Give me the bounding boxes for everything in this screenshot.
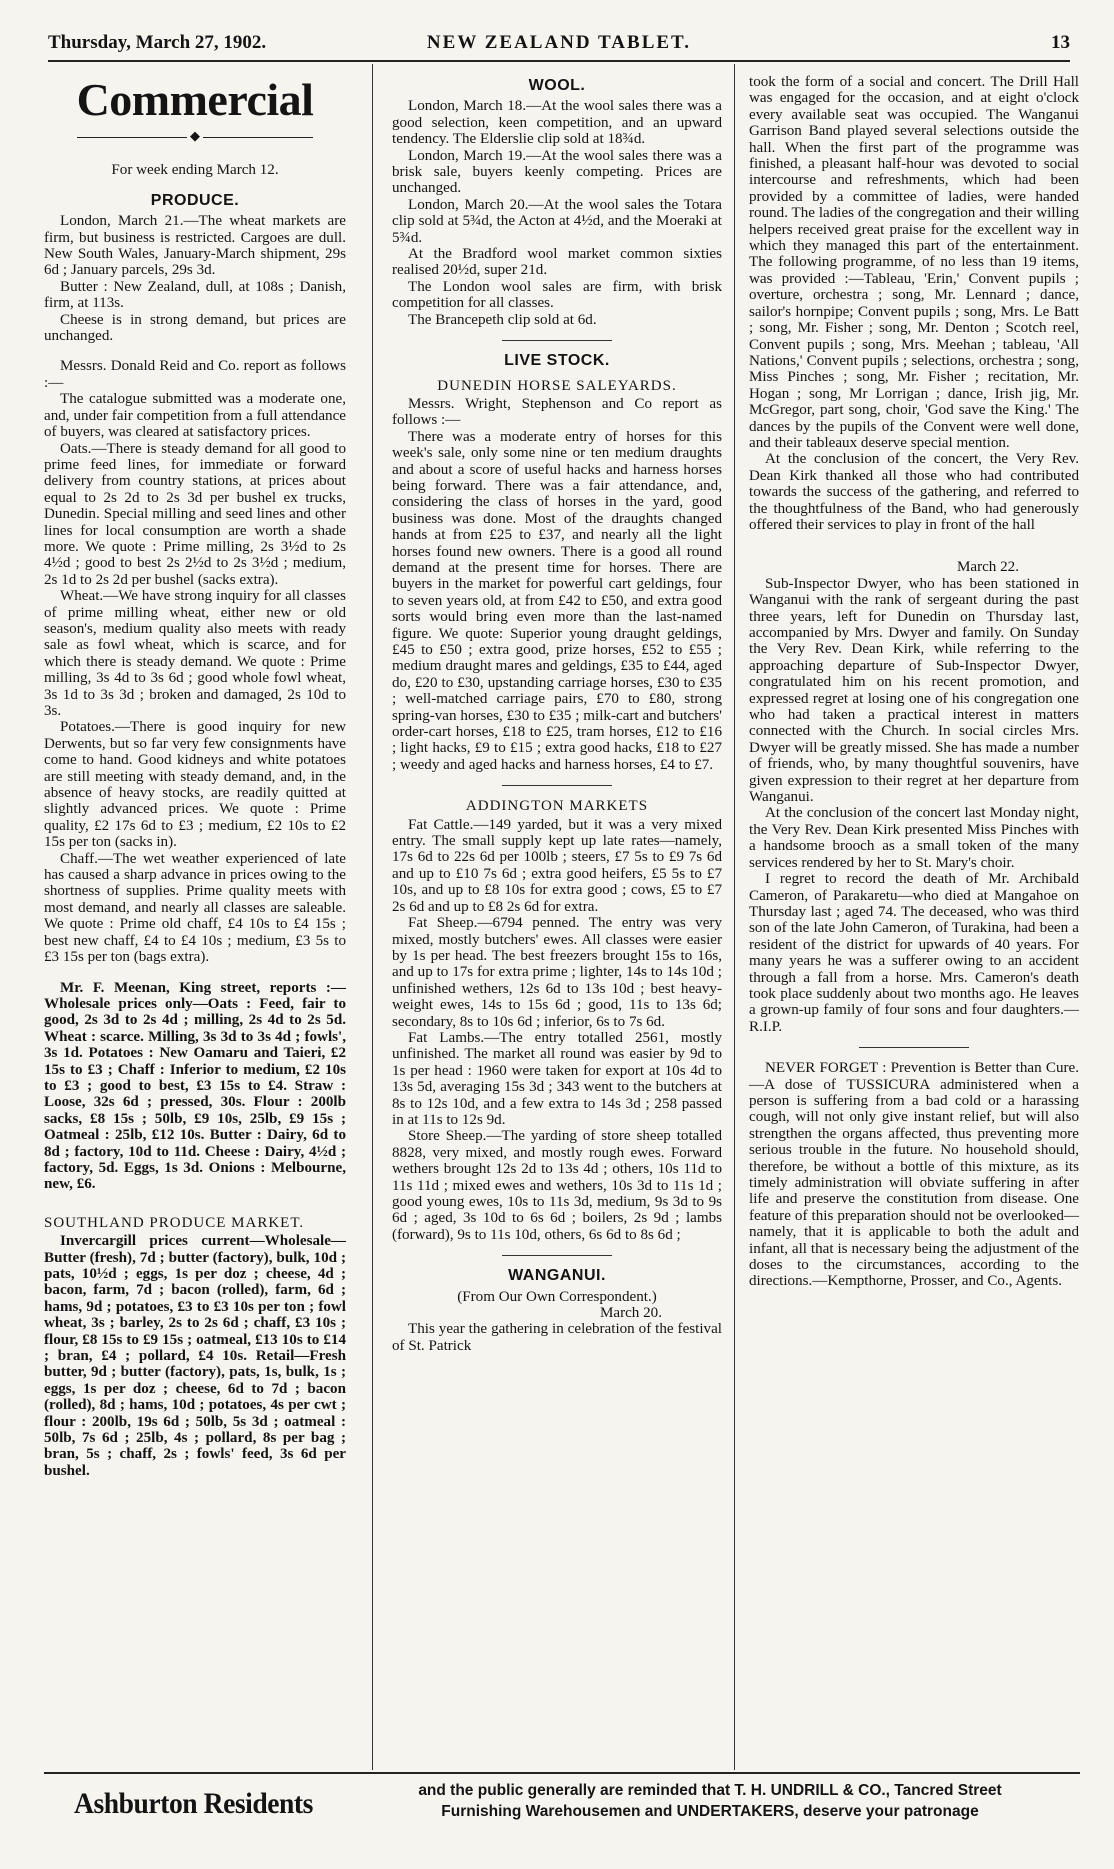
header-rule	[48, 60, 1070, 62]
issue-date: Thursday, March 27, 1902.	[48, 32, 267, 53]
correspondent-line: (From Our Own Correspondent.)	[457, 1288, 657, 1305]
footer-line-1: and the public generally are reminded that T. H. UNDRILL & CO., Tancred Street	[418, 1782, 1002, 1799]
article-paragraph: Fat Lambs.—The entry totalled 2561, mostly unfinished. The market all round was easier by 9d to 1s per head : 1960 were taken for export at 10s 4d to 13s 5d, averaging 15s 3d ; 343 went to the butchers at 8s to 12s 10d, and a few extra to 14s 3d ; 258 passed in at 11s to 12s 9d.	[392, 1029, 722, 1128]
produce-heading: PRODUCE.	[150, 191, 240, 209]
article-paragraph: Potatoes.—There is good inquiry for new Derwents, but so far very few consignments have come to hand. Good kidneys and white potatoes are still meeting with steady demand, and, in the absence of heavy stocks, are readily quitted at slightly advanced prices. We quote : Prime quality, £2 17s 6d to £3 ; medium, £2 10s to £2 15s per ton (sacks in).	[44, 719, 346, 851]
article-paragraph: The London wool sales are firm, with brisk competition for all classes.	[392, 278, 722, 312]
tussicura-advertisement: NEVER FORGET : Prevention is Better than Cure.—A dose of TUSSICURA administered when a person is suffering from a bad cold or a harassing cough, will not only give instant relief, but will also strengthen the organs affected, thus preventing more serious trouble in the future. No household should, therefore, be without a bottle of this mixture, as its timely administration will obviate suffering in after life and preserve the constitution from disease. One feature of this preparation should not be overlooked—namely, that it is applicable to both the adult and infant, all that is necessary being the adjustment of the doses to the circumstances, according to the directions.—Kempthorne, Prosser, and Co., Agents.	[749, 1060, 1079, 1290]
article-paragraph: Wheat.—We have strong inquiry for all classes of prime milling wheat, either new or old season's, medium quality also meets with ready sale as fowl wheat, which is scarce, and for which there is steady demand. We quote : Prime milling, 3s 4d to 3s 6d ; good whole fowl wheat, 3s 1d to 3s 3d ; broken and damaged, 2s 10d to 3s.	[44, 588, 346, 719]
column-divider	[734, 64, 735, 1770]
footer-rule	[44, 1772, 1080, 1774]
article-paragraph: London, March 18.—At the wool sales there was a good selection, keen competition, and an upward tendency. The Elderslie clip sold at 18¾d.	[392, 98, 722, 148]
section-rule	[859, 1047, 969, 1048]
article-paragraph: Fat Sheep.—6794 penned. The entry was very mixed, mostly butchers' ewes. All classes were easier by 1s per head. The best freezers brought 15s to 16s, and up to 17s for extra prime ; lighter, 14s to 14s 10d ; unfinished wethers, 12s 6d to 13s 10d ; best heavy-weight ewes, 14s to 15s 6d ; good, 11s to 13s 6d; secondary, 8s to 10s 6d ; inferior, 6s to 7s 6d.	[392, 915, 722, 1030]
article-paragraph: Messrs. Wright, Stephenson and Co report as follows :—	[392, 395, 722, 429]
livestock-heading: LIVE STOCK.	[504, 352, 610, 370]
article-paragraph: The Brancepeth clip sold at 6d.	[408, 311, 597, 328]
wool-heading: WOOL.	[528, 77, 586, 94]
article-paragraph: The catalogue submitted was a moderate one, and, under fair competition from a full attendance of buyers, was cleared at satisfactory prices.	[44, 391, 346, 441]
column-2	[392, 74, 722, 1354]
addington-heading: ADDINGTON MARKETS	[465, 798, 649, 815]
section-rule	[502, 340, 612, 341]
article-paragraph: Oats.—There is steady demand for all good to prime feed lines, for immediate or forward delivery from country stations, at prices about equal to 2s 2d to 2s 3d per bushel ex trucks, Dunedin. Special milling and seed lines and other lines for local consumption are worth a shade more. We quote : Prime milling, 2s 3½d to 2s 4½d ; good to best 2s 2½d to 2s 3½d ; medium, 2s 1d to 2s 2d per bushel (sacks extra).	[44, 440, 346, 588]
article-paragraph: Butter : New Zealand, dull, at 108s ; Danish, firm, at 113s.	[44, 278, 346, 312]
column-divider	[372, 64, 373, 1770]
page-number: 13	[1051, 32, 1070, 53]
page-header	[48, 32, 1070, 60]
article-paragraph: At the conclusion of the concert last Monday night, the Very Rev. Dean Kirk presented Miss Pinches with a handsome brooch as a small token of the many services rendered by her to St. Mary's choir.	[749, 805, 1079, 871]
newspaper-title: NEW ZEALAND TABLET.	[426, 32, 692, 53]
article-paragraph: Sub-Inspector Dwyer, who has been stationed in Wanganui with the rank of sergeant during the past three years, left for Dunedin on Thursday last, accompanied by Mrs. Dwyer and family. On Sunday the Very Rev. Dean Kirk, while referring to the approaching departure of Sub-Inspector Dwyer, congratulated him on his recent promotion, and expressed regret at losing one of his congregation one who had taken a practical interest in matters connected with the Church. In social circles Mrs. Dwyer will be greatly missed. She has made a number of friends, who, by many thoughtful souvenirs, have given expression to their regret at her departure from Wanganui.	[749, 575, 1079, 806]
southland-heading: SOUTHLAND PRODUCE MARKET.	[44, 1214, 305, 1231]
footer-line-2: Furnishing Warehousemen and UNDERTAKERS, deserve your patronage	[441, 1803, 979, 1820]
article-paragraph: took the form of a social and concert. The Drill Hall was engaged for the occasion, and at eight o'clock every available seat was occupied. The Wanganui Garrison Band played several selections outside the hall. When the first part of the programme was finished, a pleasant half-hour was devoted to social intercourse and refreshments, which had been provided by a committee of ladies, were handed round. The ladies of the congregation and their willing helpers received great praise for the excellent way in which they managed this part of the entertainment. The following programme, of no less than 19 items, was provided :—Tableau, 'Erin,' Convent pupils ; overture, orchestra ; song, Mr. Lennard ; dance, sailor's hornpipe; Convent pupils ; song, Mrs. Le Batt ; song, Mr. Fisher ; song, Mr. Denton ; Scotch reel, Convent pupils ; song, Mrs. Meehan ; tableau, 'All Nations,' Convent pupils ; selections, orchestra ; song, Miss Pinches ; song, Mr. Fisher ; recitation, Mr. Hogan ; song, Mr Lorrigan ; dance, Irish jig, Mr. McGregor, part song, choir, 'God save the King.' The dances by the pupils of the Convent were well done, and their tableaux deserve special mention.	[749, 74, 1079, 451]
horse-saleyards-heading: DUNEDIN HORSE SALEYARDS.	[437, 377, 677, 394]
article-paragraph: London, March 19.—At the wool sales there was a brisk sale, buyers keenly competing. Prices are unchanged.	[392, 147, 722, 197]
footer-headline: Ashburton Residents	[74, 1787, 313, 1820]
article-paragraph: This year the gathering in celebration of the festival of St. Patrick	[392, 1321, 722, 1354]
wanganui-heading: WANGANUI.	[508, 1267, 606, 1285]
section-rule	[502, 785, 612, 786]
article-paragraph: There was a moderate entry of horses for this week's sale, only some nine or ten medium draughts and about a score of useful hacks and harness horses being forward. There was a fair attendance, and, considering the class of horses in the yard, good business was done. Most of the draughts changed hands at from £25 to £37, and nearly all the light horses found new owners. There is a good all round demand at the present time for horses. There are buyers in the market for powerful cart geldings, four to seven years old, at from £42 to £50, and extra good sorts would bring even more than the last-named figure. We quote: Superior young draught geldings, £45 to £50 ; extra good, prize horses, £52 to £55 ; medium draught mares and geldings, £35 to £44, aged do, £20 to £30, upstanding carriage horses, £30 to £35 ; well-matched carriage pairs, £70 to £80, strong spring-van horses, £30 to £35 ; milk-cart and butchers' order-cart horses, £18 to £25, tram horses, £12 to £16 ; light hacks, £9 to £15 ; extra good hacks, £18 to £27 ; weedy and aged hacks and harness horses, £4 to £7.	[392, 428, 722, 773]
footer-notice	[350, 1780, 1070, 1822]
column-3	[749, 74, 1079, 1290]
article-paragraph: Messrs. Donald Reid and Co. report as follows :—	[44, 358, 346, 391]
section-subtitle: For week ending March 12.	[111, 162, 279, 179]
article-paragraph: Chaff.—The wet weather experienced of late has caused a sharp advance in prices owing to the shortness of supplies. Prime quality meets with most demand, and nearly all classes are saleable. We quote : Prime old chaff, £4 10s to £4 15s ; best new chaff, £4 to £4 10s ; medium, £3 5s to £3 15s per ton (bags extra).	[44, 850, 346, 966]
article-paragraph: Store Sheep.—The yarding of store sheep totalled 8828, very mixed, and mostly rough ewes. Forward wethers brought 12s 2d to 13s 4d ; others, 10s 11d to 11s 11d ; mixed ewes and wethers, 10s 3d to 11s 1d ; good young ewes, 10s to 11s 3d, medium, 9s 3d to 9s 6d ; aged, 3s 10d to 6s 6d ; boilers, 2s 9d ; lambs (forward), 9s to 11s 10d, others, 6s 6d to 8s 6d ;	[392, 1128, 722, 1243]
article-paragraph: Cheese is in strong demand, but prices are unchanged.	[44, 311, 346, 345]
article-paragraph: London, March 20.—At the wool sales the Totara clip sold at 5¾d, the Acton at 4½d, and the Moeraki at 5¾d.	[392, 196, 722, 246]
dateline: March 20.	[599, 1305, 662, 1322]
section-title: Commercial	[76, 74, 314, 125]
article-paragraph: London, March 21.—The wheat markets are firm, but business is restricted. Cargoes are dull. New South Wales, January-March shipment, 29s 6d ; January parcels, 29s 3d.	[44, 213, 346, 279]
column-1	[44, 74, 346, 1479]
section-rule	[502, 1255, 612, 1256]
article-paragraph: At the conclusion of the concert, the Very Rev. Dean Kirk thanked all those who had contributed towards the success of the gathering, and referred to the thoughtfulness of the Band, who had generously offered their services to play in front of the hall	[749, 451, 1079, 533]
footer-advertisement	[44, 1776, 1080, 1836]
dateline: March 22.	[956, 559, 1019, 576]
southland-report: Invercargill prices current—Wholesale—Butter (fresh), 7d ; butter (factory), bulk, 10d ; pats, 10½d ; eggs, 1s per doz ; cheese, 4d ; bacon, farm, 7d ; bacon (rolled), farm, 6d ; hams, 9d ; potatoes, £3 to £3 10s per ton ; fowl wheat, 3s ; barley, 2s to 2s 6d ; chaff, £3 10s ; flour, £8 15s to £9 15s ; oatmeal, £13 10s to £14 ; bran, £4 ; pollard, £4 10s. Retail—Fresh butter, 9d ; butter (factory), pats, 1s, bulk, 1s ; eggs, 1s per doz ; cheese, 6d to 7d ; bacon (rolled), 8d ; hams, 10d ; potatoes, 4s per cwt ; flour : 200lb, 19s 6d ; 50lb, 5s 3d ; oatmeal : 50lb, 7s 6d ; 25lb, 4s ; pollard, 8s per bag ; bran, 5s ; chaff, 2s ; fowls' feed, 3s 6d per bushel.	[44, 1233, 346, 1479]
article-paragraph: Fat Cattle.—149 yarded, but it was a very mixed entry. The small supply kept up late rates—namely, 17s 6d to 22s 6d per 100lb ; steers, £7 5s to £9 7s 6d and up to £10 7s 6d ; extra good heifers, £5 5s to £7 10s, and up to £8 10s for extra good ; cows, £5 to £7 2s 6d and up to £8 2s 6d for extra.	[392, 816, 722, 915]
article-paragraph: At the Bradford wool market common sixties realised 20½d, super 21d.	[392, 246, 722, 279]
article-paragraph: I regret to record the death of Mr. Archibald Cameron, of Parakaretu—who died at Mangahoe on Thursday last ; aged 74. The deceased, who was third son of the late John Cameron, of Turakina, had been a resident of the district for upwards of 40 years. For many years he was a sufferer owing to an accident through a fall from a horse. Mrs. Cameron's death took place suddenly about two months ago. He leaves a grown-up family of four sons and four daughters.—R.I.P.	[749, 871, 1079, 1035]
ornament-divider: ◆	[44, 128, 346, 144]
meenan-report: Mr. F. Meenan, King street, reports :—Wholesale prices only—Oats : Feed, fair to good, 2s 3d to 2s 4d ; milling, 2s 4d to 2s 5d. Wheat : scarce. Milling, 3s 3d to 3s 4d ; fowls', 3s 1d. Potatoes : New Oamaru and Taieri, £2 15s to £3 ; Chaff : Inferior to medium, £2 10s to £3 ; good to best, £3 15s to £4. Straw : Loose, 32s 6d ; pressed, 30s. Flour : 200lb sacks, £8 15s ; 50lb, £9 10s, 25lb, £9 15s ; Oatmeal : 25lb, £12 10s. Butter : Dairy, 6d to 8d ; factory, 10d to 11d. Cheese : Dairy, 4½d ; factory, 5d. Eggs, 1s 3d. Onions : Melbourne, new, £6.	[44, 979, 346, 1193]
